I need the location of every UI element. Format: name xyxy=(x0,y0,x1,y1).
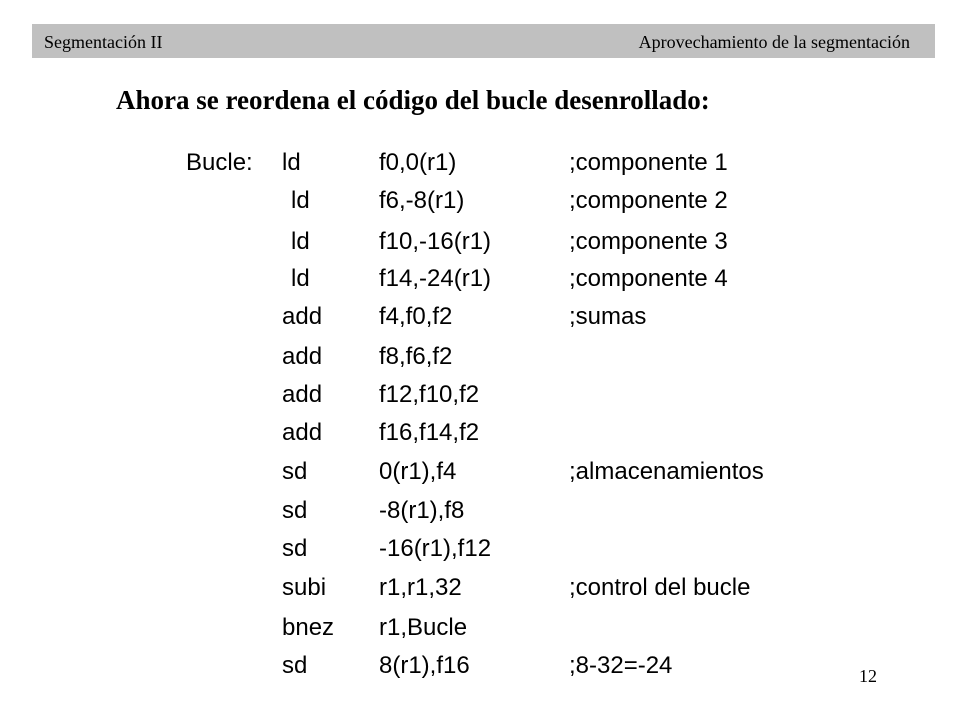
code-line xyxy=(0,417,960,449)
code-opcode: add xyxy=(282,303,323,330)
slide-title: Ahora se reordena el código del bucle desenrollado: xyxy=(116,85,710,115)
code-opcode: sd xyxy=(282,652,308,679)
code-opcode: sd xyxy=(282,497,308,524)
code-line xyxy=(0,226,960,258)
code-opcode: add xyxy=(282,343,323,370)
code-comment: ;8-32=-24 xyxy=(569,652,673,679)
code-operands: -16(r1),f12 xyxy=(379,535,492,562)
code-comment: ;control del bucle xyxy=(569,574,751,601)
code-opcode: ld xyxy=(291,265,310,292)
code-label: Bucle: xyxy=(186,149,253,176)
code-opcode: subi xyxy=(282,574,327,601)
code-comment: ;almacenamientos xyxy=(569,458,764,485)
code-line xyxy=(0,533,960,565)
code-operands: 8(r1),f16 xyxy=(379,652,470,679)
code-operands: f4,f0,f2 xyxy=(379,303,453,330)
code-operands: f6,-8(r1) xyxy=(379,187,465,214)
code-line xyxy=(0,650,960,682)
code-comment: ;componente 4 xyxy=(569,265,728,292)
code-opcode: add xyxy=(282,419,323,446)
code-operands: f8,f6,f2 xyxy=(379,343,453,370)
code-line xyxy=(0,185,960,217)
code-opcode: sd xyxy=(282,535,308,562)
header-section-title: Segmentación II xyxy=(44,32,163,52)
page-number: 12 xyxy=(859,666,877,686)
code-operands: f12,f10,f2 xyxy=(379,381,480,408)
code-comment: ;componente 1 xyxy=(569,149,728,176)
code-operands: f14,-24(r1) xyxy=(379,265,492,292)
code-opcode: add xyxy=(282,381,323,408)
code-comment: ;componente 3 xyxy=(569,228,728,255)
code-operands: -8(r1),f8 xyxy=(379,497,465,524)
code-line xyxy=(0,379,960,411)
code-line xyxy=(0,301,960,333)
code-line xyxy=(0,495,960,527)
code-comment: ;componente 2 xyxy=(569,187,728,214)
code-operands: r1,Bucle xyxy=(379,614,468,641)
code-opcode: sd xyxy=(282,458,308,485)
code-opcode: ld xyxy=(282,149,301,176)
code-line xyxy=(0,572,960,604)
code-line xyxy=(0,612,960,644)
code-opcode: ld xyxy=(291,187,310,214)
code-operands: 0(r1),f4 xyxy=(379,458,457,485)
header-topic-title: Aprovechamiento de la segmentación xyxy=(638,32,910,52)
code-operands: f10,-16(r1) xyxy=(379,228,492,255)
code-line xyxy=(0,263,960,295)
code-line xyxy=(0,147,960,179)
code-operands: r1,r1,32 xyxy=(379,574,462,601)
code-opcode: bnez xyxy=(282,614,335,641)
code-comment: ;sumas xyxy=(569,303,647,330)
code-line xyxy=(0,456,960,488)
code-operands: f16,f14,f2 xyxy=(379,419,480,446)
code-opcode: ld xyxy=(291,228,310,255)
code-operands: f0,0(r1) xyxy=(379,149,457,176)
code-line xyxy=(0,341,960,373)
